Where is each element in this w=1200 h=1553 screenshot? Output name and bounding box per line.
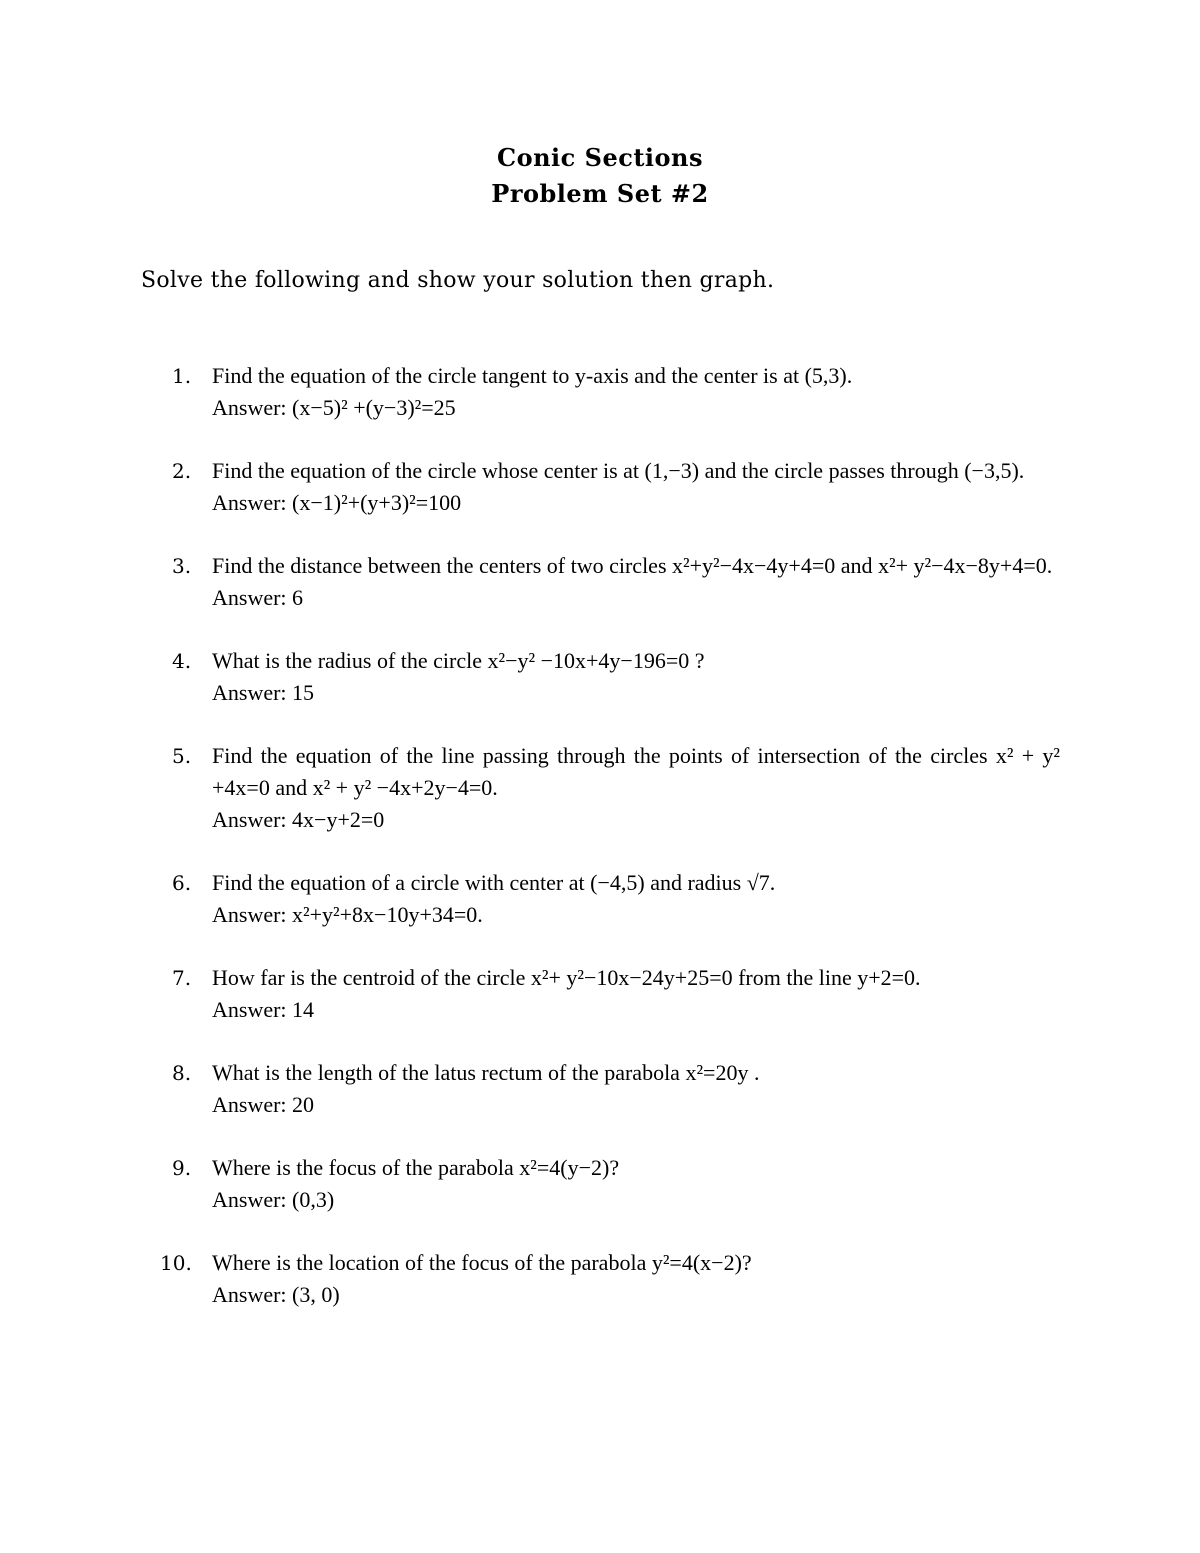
problem-number: 2. — [172, 459, 192, 483]
problem-question: Find the equation of the circle tangent to y-axis and the center is at (5,3). — [212, 363, 853, 388]
problem-question: How far is the centroid of the circle x²+ y²−10x−24y+25=0 from the line y+2=0. — [212, 965, 921, 990]
problem-answer: Answer: 14 — [212, 997, 315, 1022]
problem-number: 7. — [172, 966, 192, 990]
problem-item — [0, 962, 1060, 1026]
problem-answer: Answer: 15 — [212, 680, 315, 705]
problem-answer: Answer: (3, 0) — [212, 1282, 340, 1307]
problem-number: 3. — [172, 554, 192, 578]
problem-item — [0, 1152, 1060, 1216]
problem-answer: Answer: 6 — [212, 585, 304, 610]
instruction-text: Solve the following and show your solution then graph. — [141, 268, 775, 293]
problem-number: 6. — [172, 871, 192, 895]
problem-item — [0, 360, 1060, 424]
problem-answer: Answer: (x−1)²+(y+3)²=100 — [212, 490, 462, 515]
problem-number: 5. — [172, 744, 192, 768]
problem-question: What is the radius of the circle x²−y² −10x+4y−196=0 ? — [212, 648, 705, 673]
problem-question: Find the equation of the circle whose center is at (1,−3) and the circle passes through (−3,5). — [212, 458, 1025, 483]
problem-number: 8. — [172, 1061, 192, 1085]
problem-item — [0, 1247, 1060, 1311]
problem-item — [0, 550, 1060, 614]
problem-answer: Answer: 20 — [212, 1092, 315, 1117]
document-subtitle: Problem Set #2 — [491, 179, 709, 208]
problem-answer: Answer: (x−5)² +(y−3)²=25 — [212, 395, 456, 420]
problem-item — [0, 1057, 1060, 1121]
problem-question: What is the length of the latus rectum of the parabola x²=20y . — [212, 1060, 760, 1085]
problem-question: Find the distance between the centers of two circles x²+y²−4x−4y+4=0 and x²+ y²−4x−8y+4=0. — [212, 553, 1053, 578]
problem-item — [0, 645, 1060, 709]
problem-question: Find the equation of the line passing through the points of intersection of the circles x² + y² +4x=0 and x² + y² −4x+2y−4=0. — [212, 743, 1060, 800]
title-block — [0, 140, 1200, 212]
problem-number: 10. — [160, 1251, 192, 1275]
problem-number: 9. — [172, 1156, 192, 1180]
problem-item — [0, 455, 1060, 519]
problem-list — [0, 360, 1200, 1342]
problem-number: 1. — [172, 364, 192, 388]
document-title: Conic Sections — [496, 143, 704, 172]
problem-item — [0, 867, 1060, 931]
problem-question: Where is the location of the focus of the parabola y²=4(x−2)? — [212, 1250, 752, 1275]
problem-answer: Answer: 4x−y+2=0 — [212, 807, 385, 832]
problem-number: 4. — [172, 649, 192, 673]
problem-answer: Answer: x²+y²+8x−10y+34=0. — [212, 902, 483, 927]
problem-answer: Answer: (0,3) — [212, 1187, 335, 1212]
problem-item — [0, 740, 1060, 836]
problem-question: Find the equation of a circle with center at (−4,5) and radius √7. — [212, 870, 776, 895]
problem-question: Where is the focus of the parabola x²=4(y−2)? — [212, 1155, 620, 1180]
